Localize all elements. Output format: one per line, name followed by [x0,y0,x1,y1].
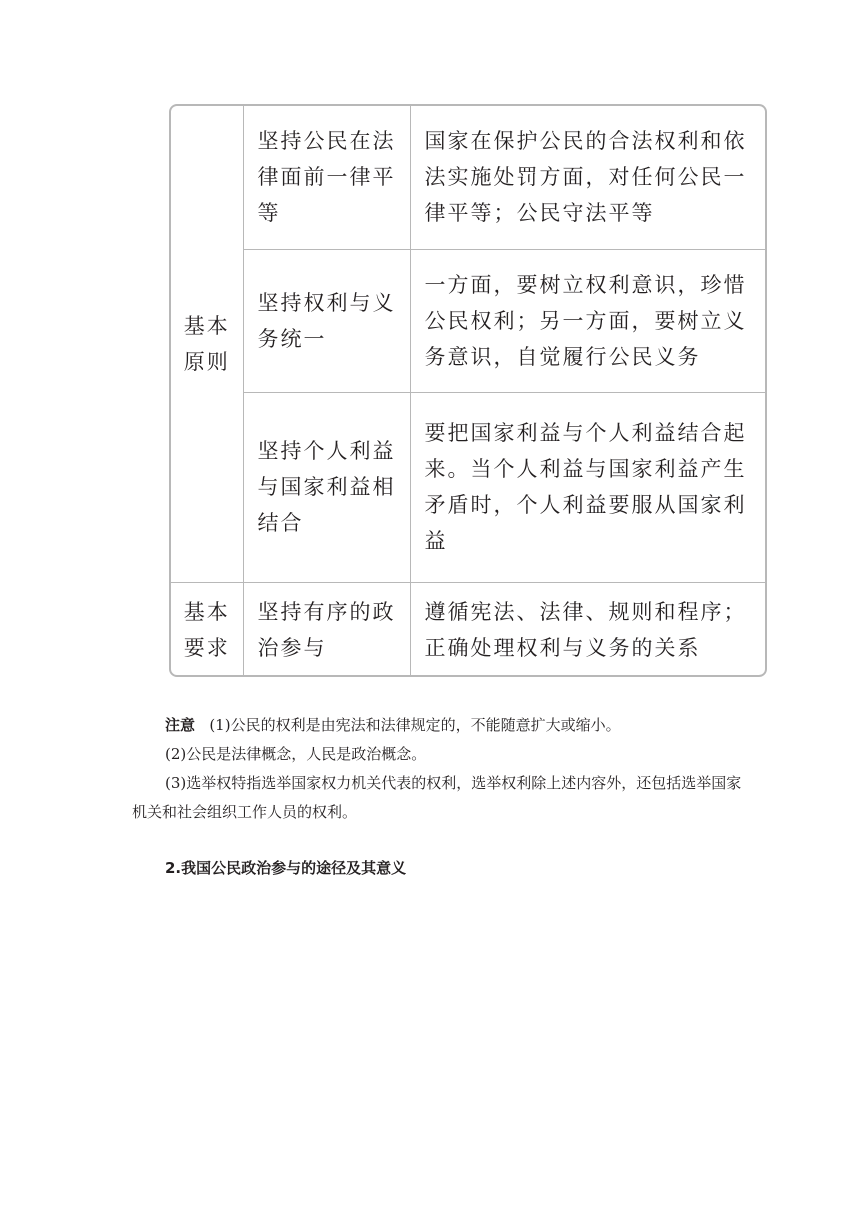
principles-table [169,104,767,677]
content-cell: 国家在保护公民的合法权利和依法实施处罚方面，对任何公民一律平等；公民守法平等 [410,106,765,249]
principle-cell: 坚持权利与义务统一 [243,249,410,392]
note-item-1: (1)公民的权利是由宪法和法律规定的，不能随意扩大或缩小。 [209,716,621,734]
table-row [171,392,765,582]
content-cell: 一方面，要树立权利意识，珍惜公民权利；另一方面，要树立义务意识，自觉履行公民义务 [410,249,765,392]
content-cell: 要把国家利益与个人利益结合起来。当个人利益与国家利益产生矛盾时，个人利益要服从国家利益 [410,392,765,582]
table-row [171,249,765,392]
principle-cell: 坚持个人利益与国家利益相结合 [243,392,410,582]
principle-cell: 坚持有序的政治参与 [243,582,410,677]
category-cell-basic-principles: 基本原则 [171,106,243,582]
content-cell: 遵循宪法、法律、规则和程序；正确处理权利与义务的关系 [410,582,765,677]
note-item-2: (2)公民是法律概念，人民是政治概念。 [165,745,427,763]
note-item-3: (3)选举权特指选举国家权力机关代表的权利，选举权利除上述内容外，还包括选举国家机关和社会组织工作人员的权利。 [132,774,742,821]
section-heading: 2.我国公民政治参与的途径及其意义 [165,859,407,877]
note-line-1 [132,711,752,740]
category-cell-basic-requirements: 基本要求 [171,582,243,677]
table-row [171,106,765,249]
table-row [171,582,765,677]
note-label: 注意 [165,716,196,734]
notes-block [132,711,752,827]
principle-cell: 坚持公民在法律面前一律平等 [243,106,410,249]
